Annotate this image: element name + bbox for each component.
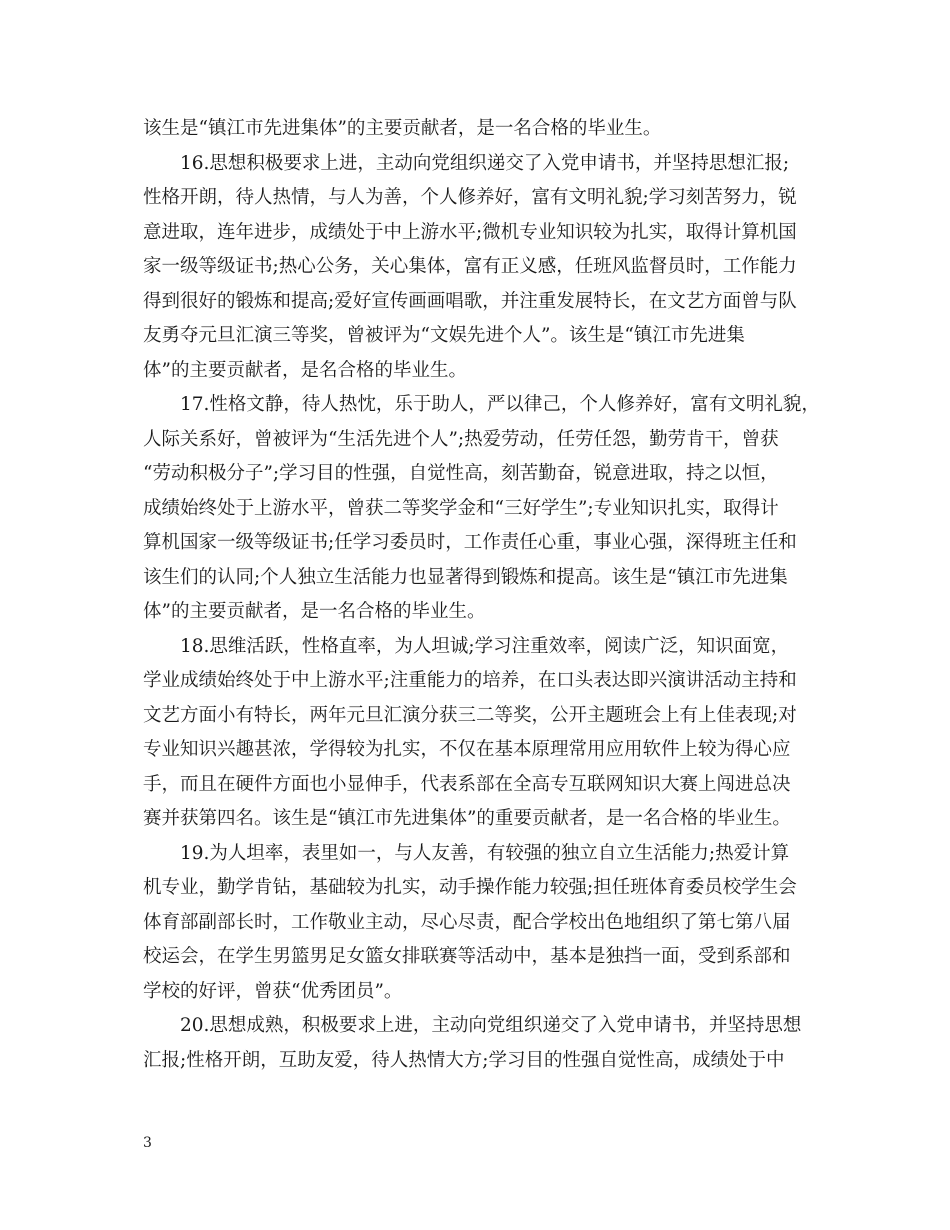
text-line: 成绩始终处于上游水平，曾获二等奖学金和“三好学生”;专业知识扎实，取得计	[143, 497, 779, 519]
text-line: 专业知识兴趣甚浓，学得较为扎实，不仅在基本原理常用应用软件上较为得心应	[143, 739, 791, 760]
paragraph-item-19	[143, 837, 813, 1010]
text-line: 19.为人坦率，表里如一，与人友善，有较强的独立自立生活能力;热爱计算	[180, 842, 790, 864]
text-line: 20.思想成熟，积极要求上进，主动向党组织递交了入党申请书，并坚持思想	[180, 1015, 802, 1036]
text-line: 意进取，连年进步，成绩处于中上游水平;微机专业知识较为扎实，取得计算机国	[143, 221, 797, 243]
text-line: 家一级等级证书;热心公务，关心集体，富有正义感，任班风监督员时，工作能力	[143, 256, 797, 277]
text-line: 机专业，勤学肯钻，基础较为扎实，动手操作能力较强;担任班体育委员校学生会	[143, 877, 797, 898]
text-line: 人际关系好，曾被评为“生活先进个人”;热爱劳动，任劳任怨，勤劳肯干，曾获	[143, 428, 779, 450]
text-line: 16.思想积极要求上进，主动向党组织递交了入党申请书，并坚持思想汇报;	[180, 152, 790, 174]
text-line: 校运会，在学生男篮男足女篮女排联赛等活动中，基本是独挡一面，受到系部和	[143, 946, 791, 967]
text-line: “劳动积极分子”;学习目的性强，自觉性高，刻苦勤奋，锐意进取，持之以恒，	[143, 463, 779, 484]
text-line: 该生是“镇江市先进集体”的主要贡献者，是一名合格的毕业生。	[143, 118, 662, 139]
text-line: 算机国家一级等级证书;任学习委员时，工作责任心重，事业心强，深得班主任和	[143, 532, 797, 553]
text-line: 手，而且在硬件方面也小显伸手，代表系部在全高专互联网知识大赛上闯进总决	[143, 773, 791, 795]
page-number: 3	[143, 1135, 152, 1151]
text-line: 学业成绩始终处于中上游水平;注重能力的培养，在口头表达即兴演讲活动主持和	[143, 670, 797, 691]
paragraph-item-17	[143, 388, 820, 630]
text-line: 体育部副部长时，工作敬业主动，尽心尽责，配合学校出色地组织了第七第八届	[143, 911, 791, 933]
text-line: 性格开朗，待人热情，与人为善，个人修养好，富有文明礼貌;学习刻苦努力，锐	[143, 187, 797, 208]
text-line: 18.思维活跃，性格直率，为人坦诚;学习注重效率，阅读广泛，知识面宽，	[180, 635, 790, 657]
paragraph-item-20	[143, 1009, 813, 1078]
text-line: 体”的主要贡献者，是一名合格的毕业生。	[143, 601, 486, 622]
paragraph-item-16	[143, 147, 813, 389]
text-line: 赛并获第四名。该生是“镇江市先进集体”的重要贡献者，是一名合格的毕业生。	[143, 808, 791, 829]
paragraph-item-18	[143, 630, 813, 837]
text-line: 体”的主要贡献者，是名合格的毕业生。	[143, 359, 467, 381]
text-line: 友勇夺元旦汇演三等奖，曾被评为“文娱先进个人”。该生是“镇江市先进集	[143, 325, 745, 346]
text-line: 得到很好的锻炼和提高;爱好宣传画画唱歌，并注重发展特长，在文艺方面曾与队	[143, 290, 797, 312]
text-line: 该生们的认同;个人独立生活能力也显著得到锻炼和提高。该生是“镇江市先进集	[143, 566, 788, 588]
document-body	[143, 112, 820, 1078]
text-line: 文艺方面小有特长，两年元旦汇演分获三二等奖，公开主题班会上有上佳表现;对	[143, 704, 797, 726]
text-line: 17.性格文静，待人热忱，乐于助人，严以律己，个人修养好，富有文明礼貌，	[180, 394, 820, 415]
text-line: 汇报;性格开朗，互助友爱，待人热情大方;学习目的性强自觉性高，成绩处于中	[143, 1049, 785, 1071]
paragraph-continuation	[143, 112, 813, 147]
text-line: 学校的好评，曾获“优秀团员”。	[143, 980, 403, 1002]
